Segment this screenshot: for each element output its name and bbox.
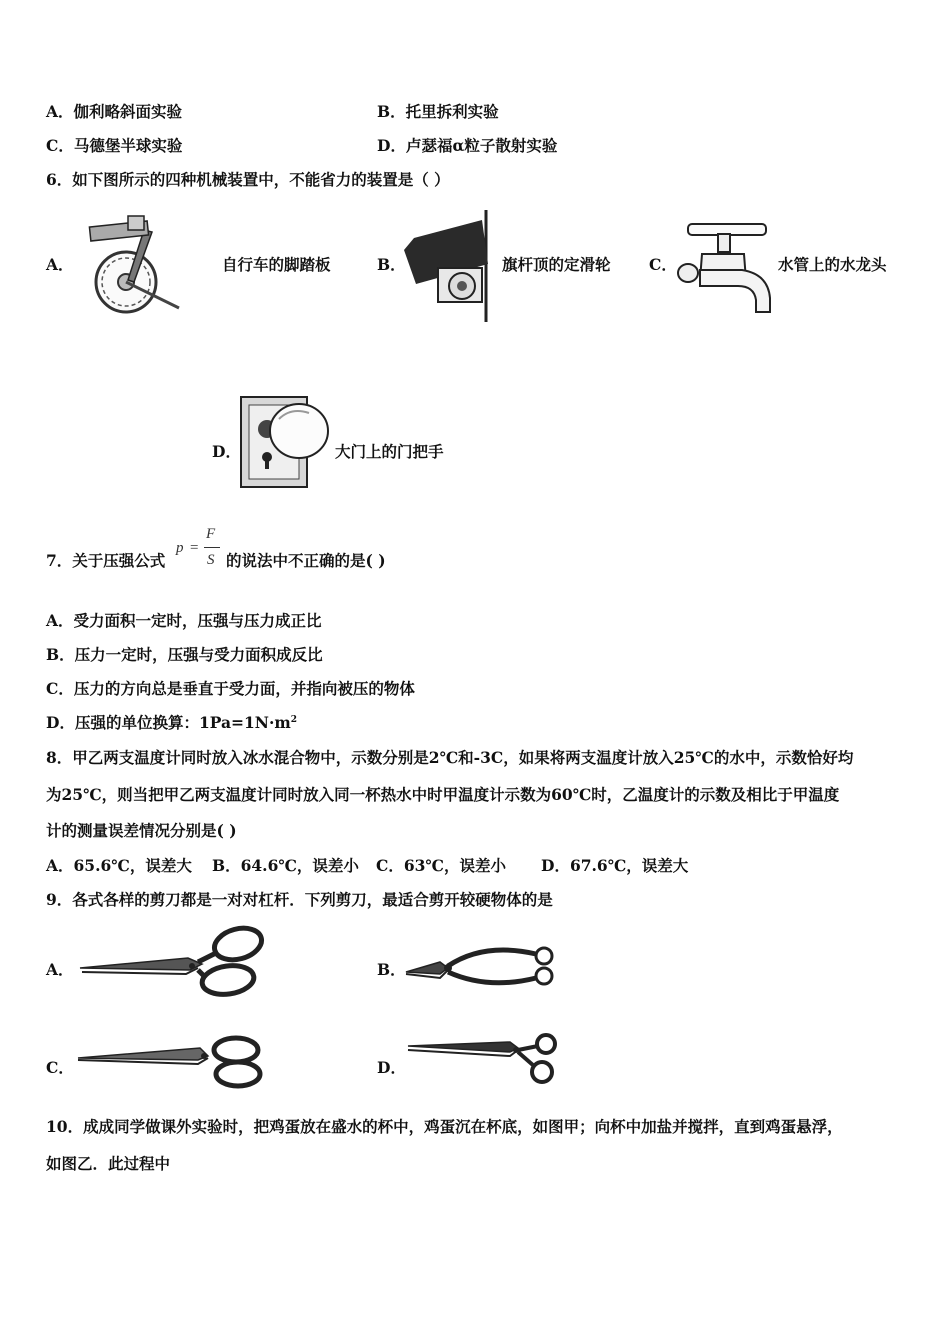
q6-option-a-letter: A． <box>46 255 74 274</box>
q8-line-2: 为25℃，则当把甲乙两支温度计同时放入同一杯热水中时甲温度计示数为60℃时，乙温度计的示数及相比于甲温度 <box>46 785 840 804</box>
q8-line-1: 8．甲乙两支温度计同时放入冰水混合物中，示数分别是2℃和-3C，如果将两支温度计放入25℃的水中，示数恰好均 <box>46 748 854 767</box>
q6-option-b-letter: B． <box>377 255 406 274</box>
q10-line-2: 如图乙．此过程中 <box>46 1154 171 1173</box>
q10-line-1: 10．成成同学做课外实验时，把鸡蛋放在盛水的杯中，鸡蛋沉在杯底，如图甲；向杯中加盐并搅拌，直到鸡蛋悬浮， <box>46 1117 843 1136</box>
door-knob-image <box>239 395 333 489</box>
scissors-b-image <box>404 942 556 990</box>
q9-option-d-letter: D． <box>377 1058 406 1077</box>
q5-option-b: B．托里拆利实验 <box>377 102 499 121</box>
q6-option-b-caption: 旗杆顶的定滑轮 <box>502 255 611 274</box>
formula-p: p <box>176 540 184 556</box>
q9-option-a-letter: A． <box>46 960 74 979</box>
fraction-bar <box>204 547 220 548</box>
q5-option-c: C．马德堡半球实验 <box>46 136 183 155</box>
q7-option-d-text: D．压强的单位换算：1Pa=1N·m <box>46 713 291 732</box>
q5-option-d: D．卢瑟福α粒子散射实验 <box>377 136 558 155</box>
q7-option-a: A．受力面积一定时，压强与压力成正比 <box>46 611 322 630</box>
q6-option-a-caption: 自行车的脚踏板 <box>222 255 331 274</box>
q7-stem-before: 7．关于压强公式 <box>46 551 166 570</box>
bicycle-pedal-image <box>84 210 219 318</box>
q8-option-d: D．67.6℃，误差大 <box>541 856 689 875</box>
q5-option-a: A．伽利略斜面实验 <box>46 102 183 121</box>
q9-option-c-letter: C． <box>46 1058 74 1077</box>
scissors-a-image <box>78 924 266 998</box>
q8-option-b: B．64.6℃，误差小 <box>212 856 359 875</box>
q6-option-c-caption: 水管上的水龙头 <box>778 255 887 274</box>
q6-stem: 6．如下图所示的四种机械装置中，不能省力的装置是（ ） <box>46 170 450 189</box>
q8-option-c: C．63℃，误差小 <box>376 856 506 875</box>
q6-option-c-letter: C． <box>649 255 677 274</box>
formula-equals: = <box>190 540 199 556</box>
q8-line-3: 计的测量误差情况分别是( ) <box>46 821 237 840</box>
water-faucet-image <box>676 218 774 316</box>
q9-option-b-letter: B． <box>377 960 406 979</box>
q6-option-d-caption: 大门上的门把手 <box>335 442 444 461</box>
q7-option-d-exponent: 2 <box>290 715 298 725</box>
q7-option-d <box>46 715 297 731</box>
q8-option-a: A．65.6℃，误差大 <box>46 856 192 875</box>
formula-numerator: F <box>206 526 216 542</box>
scissors-c-image <box>76 1034 264 1090</box>
q9-stem: 9．各式各样的剪刀都是一对对杠杆．下列剪刀，最适合剪开较硬物体的是 <box>46 890 553 909</box>
q7-stem-after: 的说法中不正确的是( ) <box>226 551 386 570</box>
flagpole-pulley-image <box>402 210 498 322</box>
scissors-d-image <box>406 1032 562 1088</box>
q6-option-d-letter: D． <box>212 442 241 461</box>
q7-option-c: C．压力的方向总是垂直于受力面，并指向被压的物体 <box>46 679 415 698</box>
q7-option-b: B．压力一定时，压强与受力面积成反比 <box>46 645 323 664</box>
formula-denominator: S <box>207 552 215 568</box>
